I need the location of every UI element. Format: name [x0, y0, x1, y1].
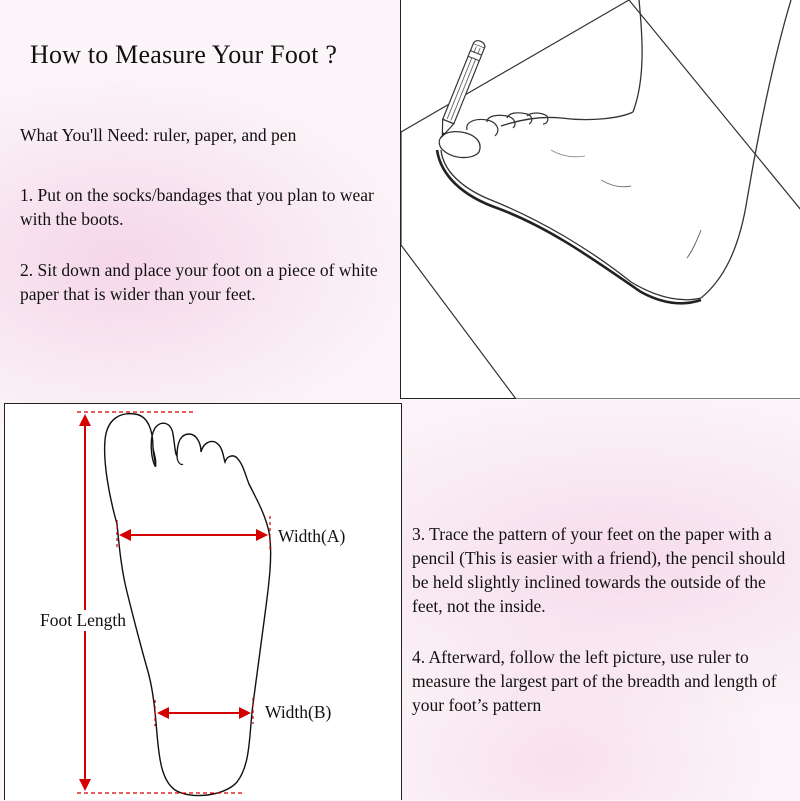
- paper-sheet: [401, 0, 800, 399]
- step-3-text: 3. Trace the pattern of your feet on the paper with a pencil (This is easier with a friend), the pencil should be held slightly inclined towards the outside of the feet, not the inside.: [412, 524, 786, 616]
- width-a-label: Width(A): [278, 526, 346, 546]
- footprint-outline: [105, 414, 271, 796]
- step-1-text: 1. Put on the socks/bandages that you plan to wear with the boots.: [20, 185, 374, 229]
- foot-tracing-illustration: [400, 0, 800, 399]
- step-2-text: 2. Sit down and place your foot on a piece of white paper that is wider than your feet.: [20, 260, 378, 304]
- foot-length-label: Foot Length: [40, 610, 127, 630]
- footprint-drawing: [5, 404, 403, 801]
- page-title: How to Measure Your Foot ?: [30, 40, 338, 69]
- materials-needed-text: What You'll Need: ruler, paper, and pen: [20, 125, 297, 145]
- foot-measurement-diagram: [4, 403, 402, 800]
- step-4-text: 4. Afterward, follow the left picture, use ruler to measure the largest part of the breadth and length of your foot’s pattern: [412, 647, 777, 715]
- width-b-label: Width(B): [265, 702, 332, 722]
- foot-length-arrowhead-bottom: [79, 779, 91, 791]
- foot-length-arrowhead-top: [79, 414, 91, 426]
- foot-on-paper-drawing: [401, 0, 800, 399]
